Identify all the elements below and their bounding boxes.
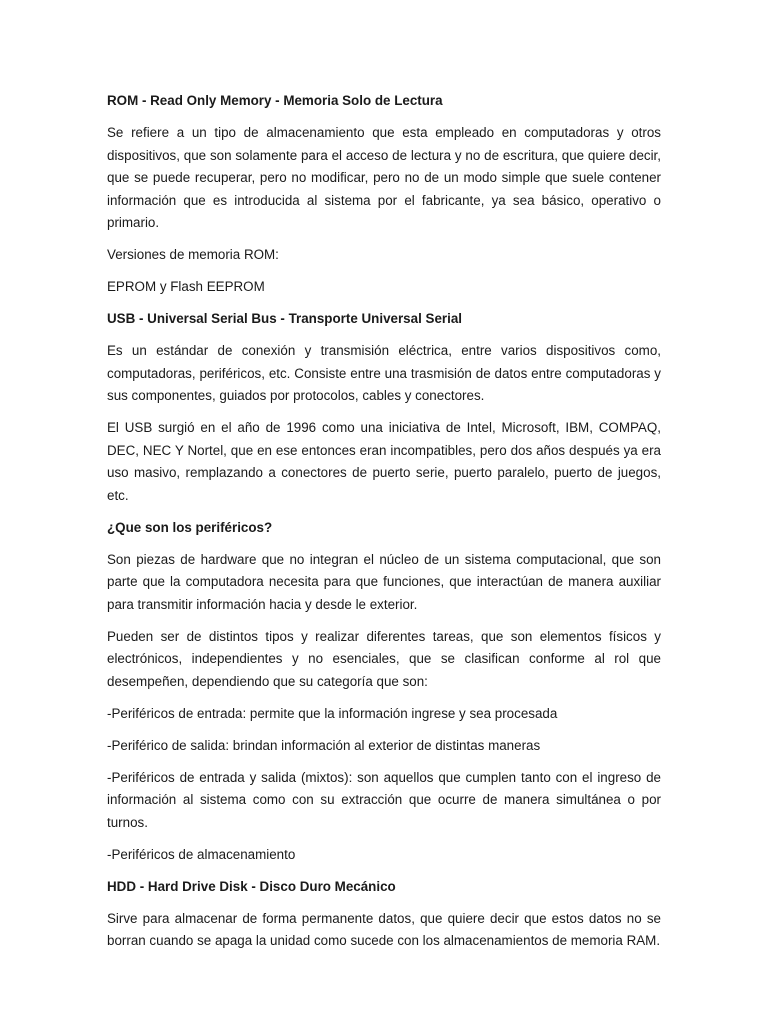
perifericos-entrada-item: -Periféricos de entrada: permite que la información ingrese y sea procesada	[107, 705, 558, 721]
perifericos-heading: ¿Que son los periféricos?	[107, 519, 273, 535]
usb-paragraph-2: El USB surgió en el año de 1996 como una iniciativa de Intel, Microsoft, IBM, COMPAQ, DEC, NEC Y Nortel, que en ese entonces eran incompatibles, pero dos años después ya era uso masivo, remplazando a conectores de puerto serie, puerto paralelo, puerto de juegos, etc.	[107, 420, 661, 503]
rom-versions: EPROM y Flash EEPROM	[107, 279, 265, 294]
rom-heading: ROM - Read Only Memory - Memoria Solo de Lectura	[107, 93, 443, 108]
perifericos-almacenamiento-item: -Periféricos de almacenamiento	[107, 846, 296, 862]
document-page	[107, 90, 661, 962]
perifericos-paragraph-2: Pueden ser de distintos tipos y realizar diferentes tareas, que son elementos físicos y electrónicos, independientes y no esenciales, que se clasifican conforme al rol que desempeñen, dependiendo que su categoría que son:	[107, 628, 661, 689]
perifericos-mixtos-item: -Periféricos de entrada y salida (mixtos): son aquellos que cumplen tanto con el ingreso de información al sistema como con su extracción que ocurre de manera simultánea o por turnos.	[107, 769, 661, 830]
rom-paragraph: Se refiere a un tipo de almacenamiento que esta empleado en computadoras y otros dispositivos, que son solamente para el acceso de lectura y no de escritura, que quiere decir, que se puede recuperar, pero no modificar, pero no de un modo simple que suele contener información que es introducida al sistema por el fabricante, ya sea básico, operativo o primario.	[107, 125, 661, 230]
usb-heading: USB - Universal Serial Bus - Transporte Universal Serial	[107, 311, 462, 326]
usb-paragraph-1: Es un estándar de conexión y transmisión eléctrica, entre varios dispositivos como, computadoras, periféricos, etc. Consiste entre una trasmisión de datos entre computadoras y sus componentes, guiados por protocolos, cables y conectores.	[107, 343, 661, 403]
rom-versions-label: Versiones de memoria ROM:	[107, 247, 279, 262]
perifericos-salida-item: -Periférico de salida: brindan información al exterior de distintas maneras	[107, 737, 541, 753]
hdd-paragraph: Sirve para almacenar de forma permanente datos, que quiere decir que estos datos no se borran cuando se apaga la unidad como sucede con los almacenamientos de memoria RAM.	[107, 910, 661, 948]
hdd-heading: HDD - Hard Drive Disk - Disco Duro Mecánico	[107, 878, 396, 894]
perifericos-paragraph-1: Son piezas de hardware que no integran el núcleo de un sistema computacional, que son parte que la computadora necesita para que funciones, que interactúan de manera auxiliar para transmitir información hacia y desde le exterior.	[107, 551, 661, 612]
